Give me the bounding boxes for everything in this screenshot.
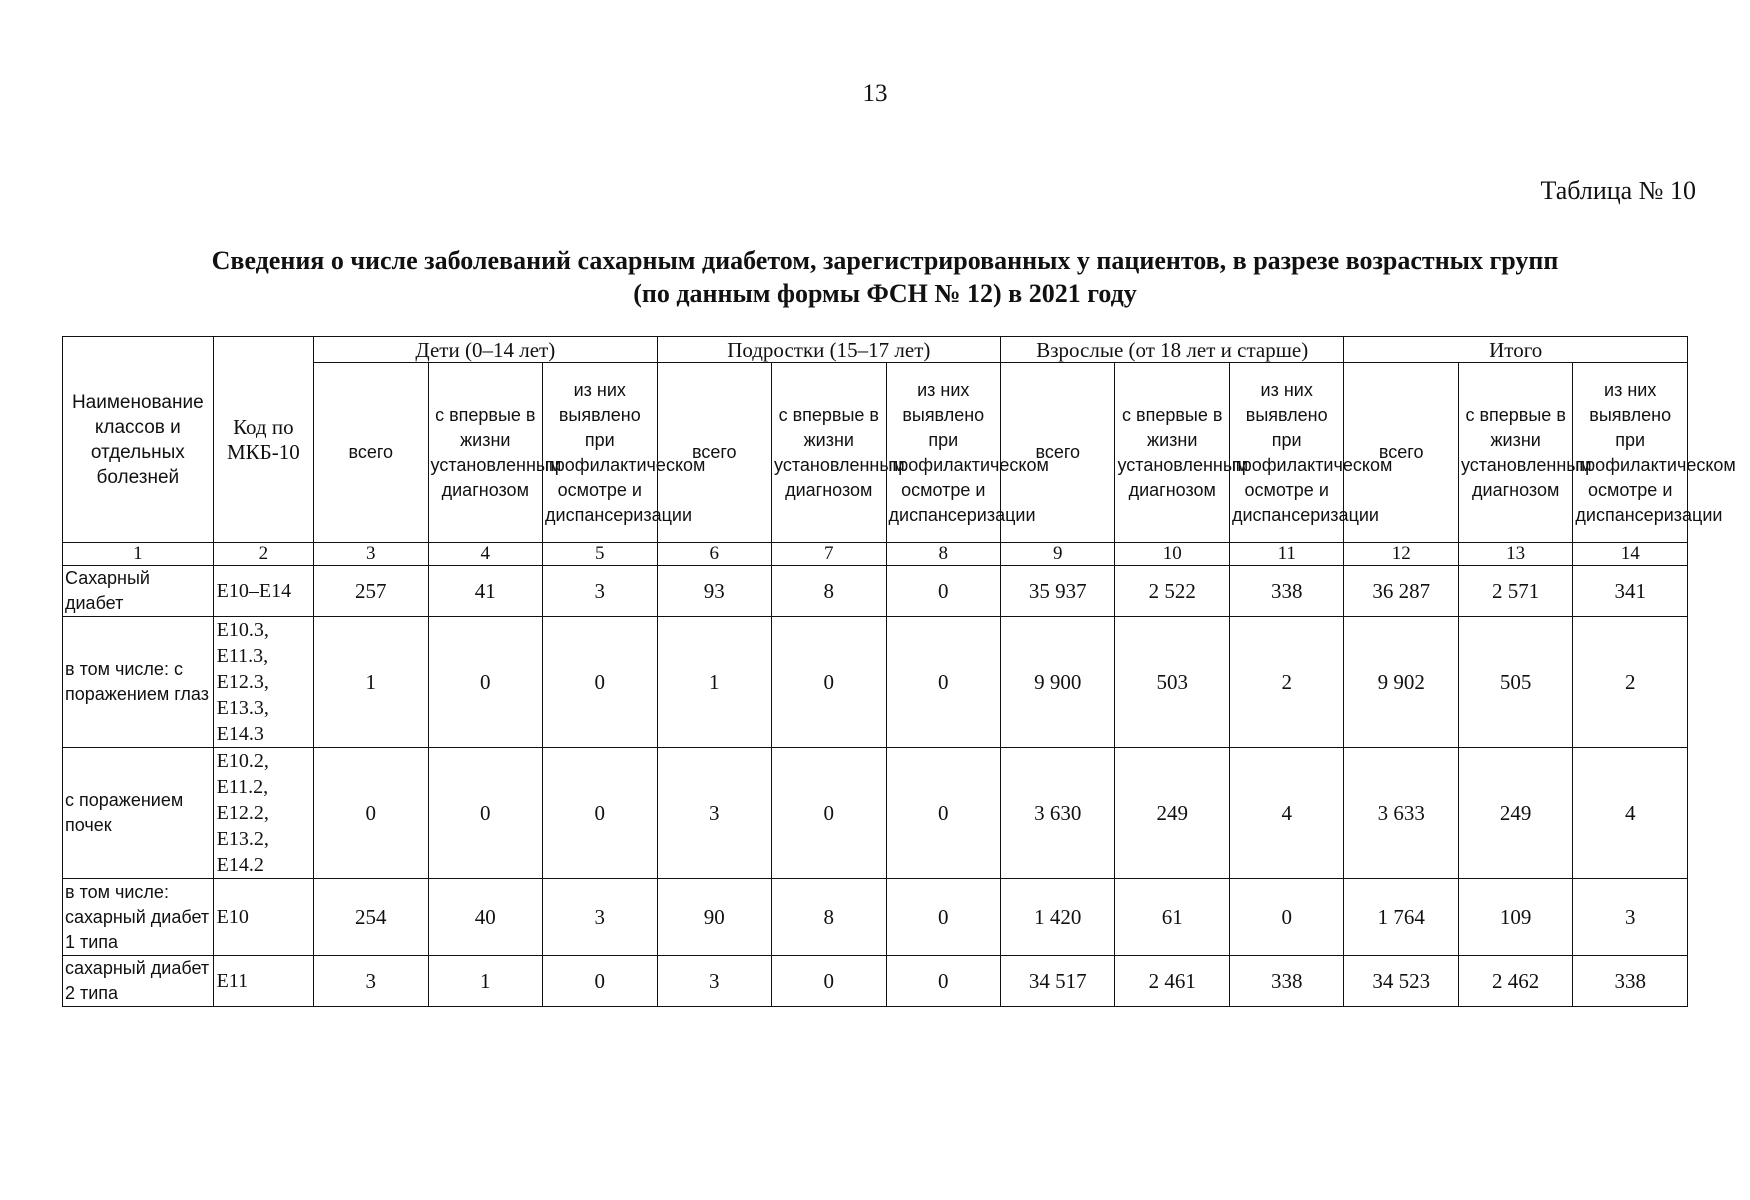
- group-adults: Взрослые (от 18 лет и старше): [1001, 337, 1344, 363]
- column-number: 10: [1115, 543, 1229, 566]
- title-line-1: Сведения о числе заболеваний сахарным диабетом, зарегистрированных у пациентов, в разрезе возрастных групп: [211, 246, 1559, 275]
- cell-value: 503: [1115, 617, 1229, 748]
- group-children: Дети (0–14 лет): [314, 337, 657, 363]
- sub-header-total: всего: [314, 363, 428, 543]
- cell-value: 3: [543, 566, 658, 617]
- cell-value: 9 902: [1344, 617, 1458, 748]
- cell-value: 0: [543, 748, 658, 879]
- row-code: E10–E14: [213, 566, 313, 617]
- cell-value: 93: [657, 566, 771, 617]
- column-number: 2: [213, 543, 313, 566]
- row-name: Сахарный диабет: [63, 566, 214, 617]
- cell-value: 2 571: [1458, 566, 1572, 617]
- cell-value: 1: [428, 956, 542, 1007]
- group-total: Итого: [1344, 337, 1688, 363]
- column-number: 12: [1344, 543, 1458, 566]
- cell-value: 338: [1229, 956, 1343, 1007]
- cell-value: 341: [1573, 566, 1688, 617]
- column-number: 5: [543, 543, 658, 566]
- cell-value: 0: [886, 748, 1000, 879]
- sub-header-prof: из них выявлено при профилактическом осмотре и диспансеризации: [1229, 363, 1343, 543]
- cell-value: 2 461: [1115, 956, 1229, 1007]
- row-name: в том числе: сахарный диабет 1 типа: [63, 879, 214, 956]
- column-number: 1: [63, 543, 214, 566]
- column-number: 3: [314, 543, 428, 566]
- cell-value: 0: [543, 956, 658, 1007]
- cell-value: 0: [886, 617, 1000, 748]
- sub-header-total: всего: [657, 363, 771, 543]
- cell-value: 8: [772, 566, 886, 617]
- column-number: 6: [657, 543, 771, 566]
- sub-header-prof: из них выявлено при профилактическом осмотре и диспансеризации: [543, 363, 658, 543]
- cell-value: 2 462: [1458, 956, 1572, 1007]
- table-row: [63, 748, 1688, 879]
- column-number: 8: [886, 543, 1000, 566]
- cell-value: 3: [1573, 879, 1688, 956]
- row-code: E10.3, E11.3, E12.3, E13.3, E14.3: [213, 617, 313, 748]
- table-title: [60, 244, 1710, 310]
- cell-value: 8: [772, 879, 886, 956]
- cell-value: 36 287: [1344, 566, 1458, 617]
- cell-value: 0: [1229, 879, 1343, 956]
- row-name: сахарный диабет 2 типа: [63, 956, 214, 1007]
- sub-header-first: с впервые в жизни установленным диагнозом: [1115, 363, 1229, 543]
- cell-value: 0: [428, 748, 542, 879]
- table-row: [63, 617, 1688, 748]
- cell-value: 9 900: [1001, 617, 1115, 748]
- sub-header-total: всего: [1001, 363, 1115, 543]
- table-row: [63, 879, 1688, 956]
- column-number: 13: [1458, 543, 1572, 566]
- cell-value: 0: [886, 566, 1000, 617]
- cell-value: 3: [543, 879, 658, 956]
- cell-value: 41: [428, 566, 542, 617]
- cell-value: 0: [428, 617, 542, 748]
- page-number: 13: [862, 80, 888, 107]
- column-number: 11: [1229, 543, 1343, 566]
- cell-value: 0: [772, 956, 886, 1007]
- cell-value: 90: [657, 879, 771, 956]
- sub-header-first: с впервые в жизни установленным диагнозом: [1458, 363, 1572, 543]
- sub-header-first: с впервые в жизни установленным диагнозом: [428, 363, 542, 543]
- row-code: E10: [213, 879, 313, 956]
- column-number: 4: [428, 543, 542, 566]
- cell-value: 35 937: [1001, 566, 1115, 617]
- cell-value: 4: [1573, 748, 1688, 879]
- cell-value: 3: [657, 956, 771, 1007]
- cell-value: 249: [1458, 748, 1572, 879]
- cell-value: 338: [1229, 566, 1343, 617]
- group-teens: Подростки (15–17 лет): [657, 337, 1000, 363]
- row-code: E10.2, E11.2, E12.2, E13.2, E14.2: [213, 748, 313, 879]
- cell-value: 3 630: [1001, 748, 1115, 879]
- sub-header-first: с впервые в жизни установленным диагнозом: [772, 363, 886, 543]
- cell-value: 40: [428, 879, 542, 956]
- cell-value: 1 420: [1001, 879, 1115, 956]
- cell-value: 1 764: [1344, 879, 1458, 956]
- column-number-row: [63, 543, 1688, 566]
- cell-value: 257: [314, 566, 428, 617]
- cell-value: 0: [314, 748, 428, 879]
- cell-value: 254: [314, 879, 428, 956]
- row-code: E11: [213, 956, 313, 1007]
- cell-value: 34 523: [1344, 956, 1458, 1007]
- cell-value: 3 633: [1344, 748, 1458, 879]
- cell-value: 1: [314, 617, 428, 748]
- cell-value: 1: [657, 617, 771, 748]
- cell-value: 61: [1115, 879, 1229, 956]
- cell-value: 4: [1229, 748, 1343, 879]
- cell-value: 109: [1458, 879, 1572, 956]
- cell-value: 34 517: [1001, 956, 1115, 1007]
- cell-value: 338: [1573, 956, 1688, 1007]
- header-name-column: Наименование классов и отдельных болезней: [63, 337, 214, 543]
- cell-value: 0: [772, 748, 886, 879]
- sub-header-total: всего: [1344, 363, 1458, 543]
- column-number: 14: [1573, 543, 1688, 566]
- cell-value: 505: [1458, 617, 1572, 748]
- column-number: 9: [1001, 543, 1115, 566]
- cell-value: 3: [314, 956, 428, 1007]
- cell-value: 2: [1229, 617, 1343, 748]
- sub-header-prof: из них выявлено при профилактическом осмотре и диспансеризации: [1573, 363, 1688, 543]
- diabetes-table: [62, 336, 1736, 1007]
- cell-value: 3: [657, 748, 771, 879]
- cell-value: 249: [1115, 748, 1229, 879]
- table-label: Таблица № 10: [1540, 176, 1696, 205]
- row-name: с поражением почек: [63, 748, 214, 879]
- cell-value: 0: [886, 956, 1000, 1007]
- table-row: [63, 566, 1688, 617]
- cell-value: 2 522: [1115, 566, 1229, 617]
- sub-header-prof: из них выявлено при профилактическом осмотре и диспансеризации: [886, 363, 1000, 543]
- cell-value: 0: [772, 617, 886, 748]
- row-name: в том числе: с поражением глаз: [63, 617, 214, 748]
- cell-value: 0: [886, 879, 1000, 956]
- cell-value: 0: [543, 617, 658, 748]
- column-number: 7: [772, 543, 886, 566]
- header-code-column: Код по МКБ-10: [213, 337, 313, 543]
- table-row: [63, 956, 1688, 1007]
- title-line-2: (по данным формы ФСН № 12) в 2021 году: [633, 279, 1137, 308]
- cell-value: 2: [1573, 617, 1688, 748]
